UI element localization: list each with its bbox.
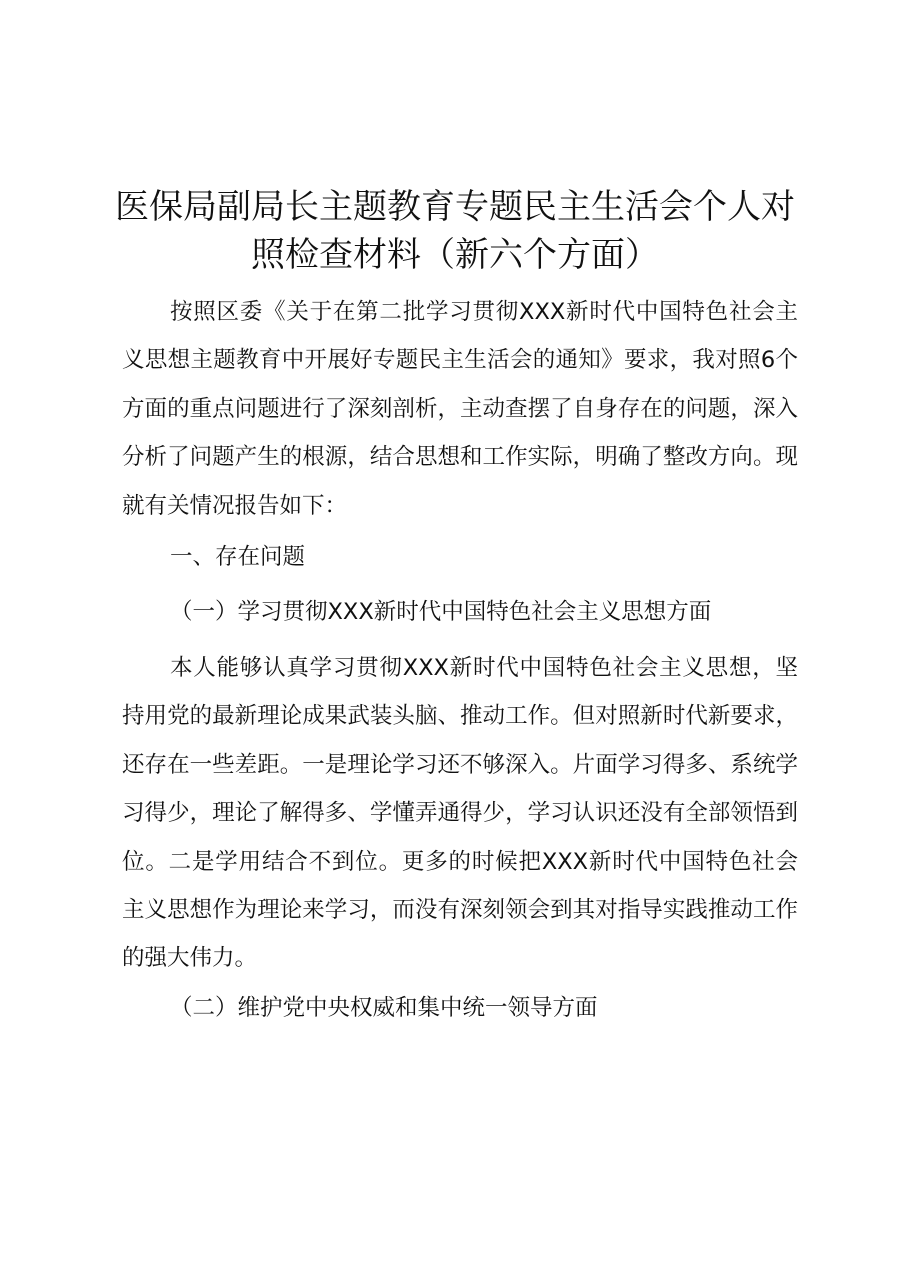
title-line-2: 照检查材料（新六个方面） (251, 234, 659, 275)
document-title (110, 183, 800, 279)
subsection-heading-1: （一）学习贯彻XXX新时代中国特色社会主义思想方面 (170, 599, 712, 625)
title-line-1: 医保局副局长主题教育专题民主生活会个人对 (115, 186, 795, 227)
subsection-heading-2: （二）维护党中央权威和集中统一领导方面 (170, 995, 598, 1021)
section-heading-problems: 一、存在问题 (170, 544, 306, 570)
subsection-1-paragraph: 本人能够认真学习贯彻XXX新时代中国特色社会主义思想，坚持用党的最新理论成果武装头脑、推动工作。但对照新时代新要求，还存在一些差距。一是理论学习还不够深入。片面学习得多、系统学习得少，理论了解得多、学懂弄通得少，学习认识还没有全部领悟到位。二是学用结合不到位。更多的时候把XXX新时代中国特色社会主义思想作为理论来学习，而没有深刻领会到其对指导实践推动工作的强大伟力。 (122, 655, 798, 972)
intro-paragraph: 按照区委《关于在第二批学习贯彻XXX新时代中国特色社会主义思想主题教育中开展好专题民主生活会的通知》要求，我对照6个方面的重点问题进行了深刻剖析，主动查摆了自身存在的问题，深入分析了问题产生的根源，结合思想和工作实际，明确了整改方向。现就有关情况报告如下： (122, 299, 798, 519)
